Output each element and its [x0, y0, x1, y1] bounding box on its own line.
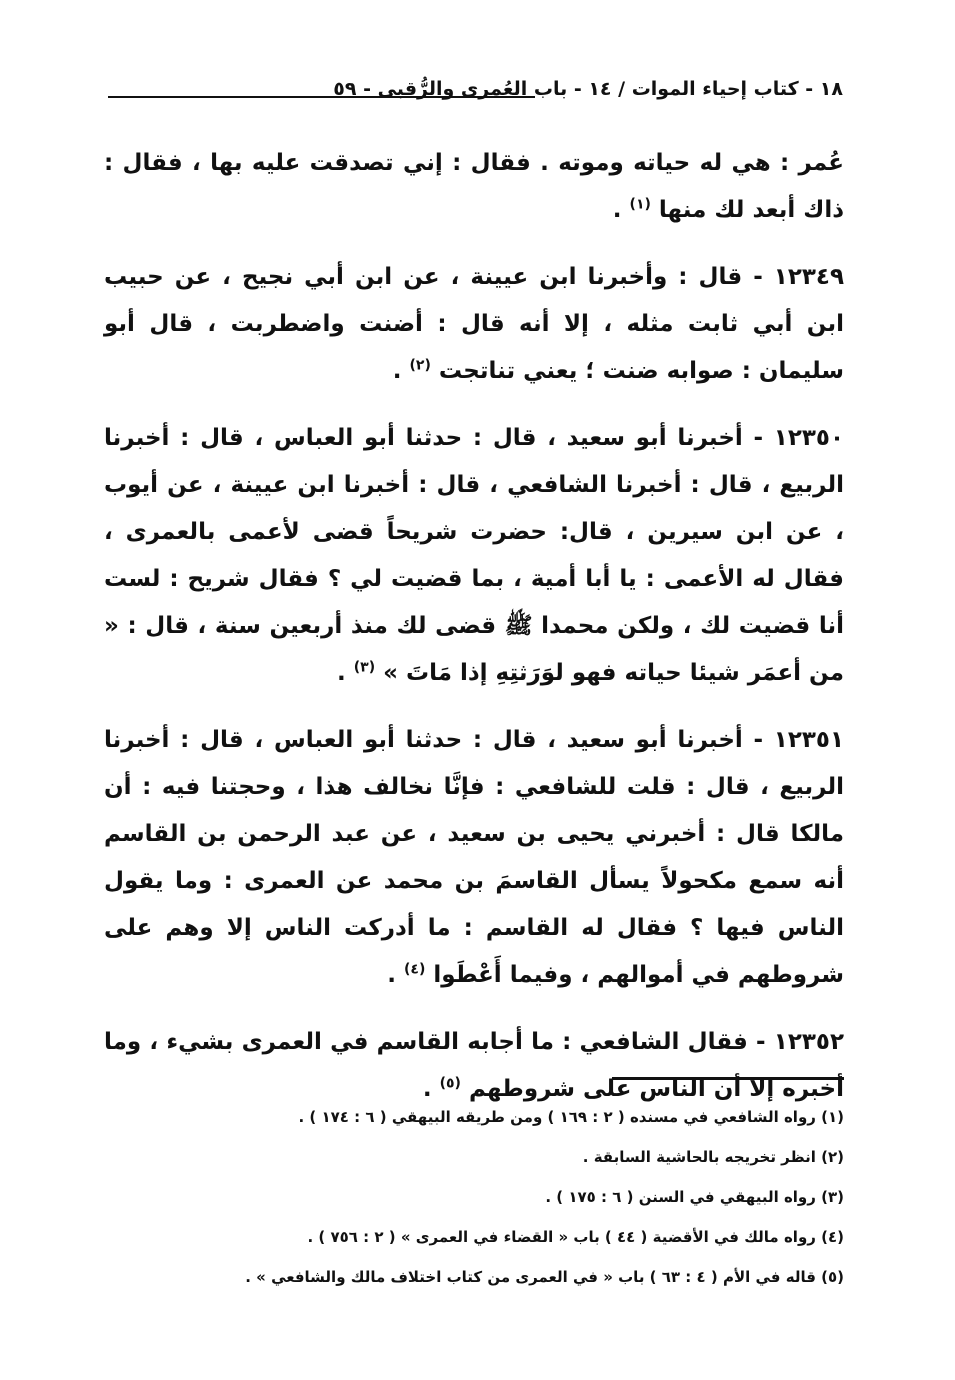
footnote: (٢) انظر تخريجه بالحاشية السابقة .: [582, 1148, 844, 1166]
footnote: (٣) رواه البيهقي في السنن ( ٦ : ١٧٥ ) .: [545, 1188, 844, 1206]
paragraph-end: .: [612, 197, 630, 223]
footnote: (٤) رواه مالك في الأقضية ( ٤٤ ) باب « القضاء في العمرى » ( ٢ : ٧٥٦ ) .: [307, 1228, 844, 1246]
footnote-marker: (٥): [439, 1075, 461, 1092]
paragraph: [104, 415, 844, 697]
paragraph-end: .: [387, 962, 405, 988]
paragraph-text: ١٢٣٥٠ - أخبرنا أبو سعيد ، قال : حدثنا أبو العباس ، قال : أخبرنا الربيع ، قال : أخبرنا الشافعي ، قال : أخبرنا ابن عيينة ، عن أيوب ، عن ابن سيرين ، قال: حضرت شريحاً قضى لأعمى بالعمرى ، فقال له الأعمى : يا أبا أمية ، بما قضيت لي ؟ فقال شريح : لست أنا قضيت لك ، ولكن محمدا ﷺ قضى لك منذ أربعين سنة ، قال : « من أعمَر شيئا حياته فهو لوَرَثتِهِ إذا مَاتَ »: [104, 425, 844, 686]
footnote: (٥) قاله في الأم ( ٤ : ٦٣ ) باب « في العمرى من كتاب اختلاف مالك والشافعي » .: [245, 1268, 844, 1286]
paragraph-end: .: [336, 660, 354, 686]
running-header: [108, 74, 843, 114]
paragraph-end: .: [392, 358, 410, 384]
paragraph-text: ١٢٣٤٩ - قال : وأخبرنا ابن عيينة ، عن ابن أبي نجيح ، عن حبيب ابن أبي ثابت مثله ، إلا أنه قال : أضنت واضطربت ، قال أبو سليمان : صوابه ضنت ؛ يعني تناتجت: [104, 264, 844, 384]
footnote-marker: (١): [629, 196, 651, 213]
paragraph-text: ١٢٣٥١ - أخبرنا أبو سعيد ، قال : حدثنا أبو العباس ، قال : أخبرنا الربيع ، قال : قلت للشافعي : فإنَّا نخالف هذا ، وحجتنا فيه : أن مالكا قال : أخبرني يحيى بن سعيد ، عن عبد الرحمن بن القاسم أنه سمع مكحولاً يسأل القاسمَ بن محمد عن العمرى : وما يقول الناس فيها ؟ فقال له القاسم : ما أدركت الناس إلا وهم على شروطهم في أموالهم ، وفيما أَعْطَوا: [104, 727, 844, 988]
paragraph-text: عُمر : هي له حياته وموته . فقال : إني تصدقت عليه بها ، فقال : ذاك أبعد لك منها: [104, 150, 844, 223]
main-text: [104, 140, 844, 1133]
paragraph-end: .: [422, 1076, 440, 1102]
footnote-marker: (٤): [404, 961, 426, 978]
paragraph: [104, 254, 844, 395]
footnote-marker: (٢): [409, 357, 431, 374]
paragraph-text: ١٢٣٥٢ - فقال الشافعي : ما أجابه القاسم في العمرى بشيء ، وما أخبره إلا أن الناس على شروطهم: [104, 1029, 844, 1102]
running-head-text: ١٨ - كتاب إحياء الموات / ١٤ - باب العُمرى والرُّقبى - ٥٩: [333, 78, 843, 100]
paragraph: [104, 140, 844, 234]
paragraph: [104, 717, 844, 999]
footnote-separator: [612, 1077, 844, 1080]
footnote-marker: (٣): [353, 659, 376, 676]
header-rule: [108, 96, 535, 98]
footnotes: [104, 1097, 844, 1297]
footnote: (١) رواه الشافعي في مسنده ( ٢ : ١٦٩ ) ومن طريقه البيهقي ( ٦ : ١٧٤ ) .: [298, 1108, 844, 1126]
